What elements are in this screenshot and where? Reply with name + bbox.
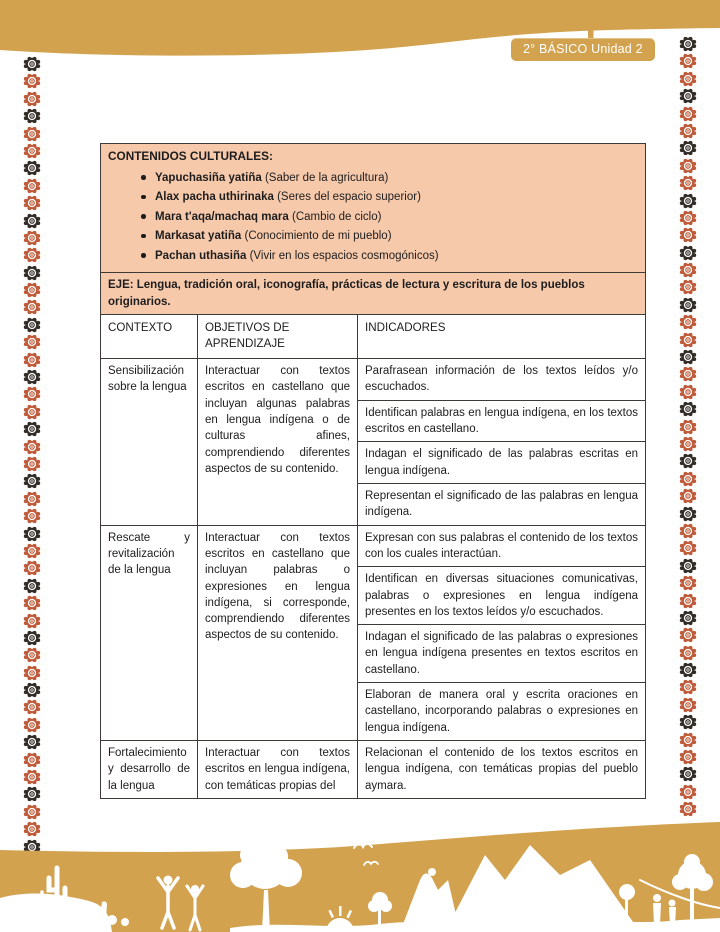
cultural-contents-box [101,144,646,273]
gear-ornament-icon [22,317,42,333]
gear-ornament-icon [678,106,698,122]
gear-ornament-icon [22,473,42,489]
indicator-cell: Identifican palabras en lengua indígena, en los textos escritos en castellano. [358,400,646,442]
indicator-cell: Parafrasean información de los textos leídos y/o escuchados. [358,358,646,400]
ornament-column-right [678,36,698,819]
gear-ornament-icon [678,558,698,574]
header-contexto: CONTEXTO [101,314,198,358]
gear-ornament-icon [678,697,698,713]
cultural-item: Mara t'aqa/machaq mara (Cambio de ciclo) [140,210,638,226]
gear-ornament-icon [678,297,698,313]
bullet-icon [141,234,146,239]
gear-ornament-icon [22,352,42,368]
gear-ornament-icon [22,560,42,576]
indicator-cell: Expresan con sus palabras el contenido de los textos con los cuales interactúan. [358,525,646,567]
objective-cell-3: Interactuar con textos escritos en lengua indígena, con temáticas propias del [198,741,358,799]
gear-ornament-icon [22,543,42,559]
gear-ornament-icon [678,453,698,469]
gear-ornament-icon [22,786,42,802]
gear-ornament-icon [678,158,698,174]
context-cell-1: Sensibilización sobre la lengua [101,358,198,525]
page-content [100,143,645,799]
figure-head [191,885,199,893]
gear-ornament-icon [678,384,698,400]
gear-ornament-icon [22,630,42,646]
gear-ornament-icon [22,439,42,455]
gear-ornament-icon [22,526,42,542]
cultural-contents-list [140,171,638,265]
gear-ornament-icon [22,230,42,246]
gear-ornament-icon [22,143,42,159]
indicator-cell: Indagan el significado de las palabras o expresiones en lengua indígena presentes en textos escritos en castellano. [358,625,646,683]
cultural-item: Markasat yatiña (Conocimiento de mi pueblo) [140,229,638,245]
gear-ornament-icon [678,732,698,748]
page-badge: 2° BÁSICO Unidad 2 [511,38,655,61]
gear-ornament-icon [678,575,698,591]
gear-ornament-icon [22,578,42,594]
gear-ornament-icon [22,213,42,229]
gear-ornament-icon [22,195,42,211]
cultural-item: Alax pacha uthirinaka (Seres del espacio superior) [140,190,638,206]
gear-ornament-icon [22,265,42,281]
gear-ornament-icon [22,421,42,437]
gear-ornament-icon [678,679,698,695]
gear-ornament-icon [22,699,42,715]
gear-ornament-icon [678,471,698,487]
gear-ornament-icon [678,540,698,556]
bullet-icon [141,175,146,180]
gear-ornament-icon [678,279,698,295]
gear-ornament-icon [678,262,698,278]
gear-ornament-icon [678,610,698,626]
gear-ornament-icon [678,193,698,209]
gear-ornament-icon [678,366,698,382]
cultural-item: Pachan uthasiña (Vivir en los espacios cosmogónicos) [140,249,638,265]
gear-ornament-icon [678,419,698,435]
indicator-cell: Representan el significado de las palabras en lengua indígena. [358,483,646,525]
gear-ornament-icon [678,210,698,226]
gear-ornament-icon [22,647,42,663]
header-objetivos: OBJETIVOS DE APRENDIZAJE [198,314,358,358]
gear-ornament-icon [22,369,42,385]
gear-ornament-icon [22,734,42,750]
gear-ornament-icon [22,665,42,681]
gear-ornament-icon [678,662,698,678]
objective-cell-1: Interactuar con textos escritos en castellano que incluyan algunas palabras en lengua indígena o de culturas afines, comprendiendo diferentes aspectos de su contenido. [198,358,358,525]
gear-ornament-icon [678,175,698,191]
gear-ornament-icon [22,178,42,194]
cultural-item: Yapuchasiña yatiña (Saber de la agricultura) [140,171,638,187]
gear-ornament-icon [22,91,42,107]
gear-ornament-icon [22,386,42,402]
gear-ornament-icon [678,714,698,730]
gear-ornament-icon [678,784,698,800]
gear-ornament-icon [22,73,42,89]
bullet-icon [141,214,146,219]
cultural-contents-title: CONTENIDOS CULTURALES: [108,149,273,163]
gear-ornament-icon [22,126,42,142]
gear-ornament-icon [678,593,698,609]
gear-ornament-icon [678,506,698,522]
gear-ornament-icon [678,436,698,452]
gear-ornament-icon [678,627,698,643]
gear-ornament-icon [22,717,42,733]
gear-ornament-icon [678,749,698,765]
indicator-cell: Identifican en diversas situaciones comunicativas, palabras o expresiones en lengua indígena presentes en los textos leídos y/o escuchados. [358,567,646,625]
gear-ornament-icon [678,801,698,817]
eje-row: EJE: Lengua, tradición oral, iconografía, prácticas de lectura y escritura de los pueblos originarios. [101,273,646,315]
gear-ornament-icon [22,752,42,768]
gear-ornament-icon [678,645,698,661]
gear-ornament-icon [22,456,42,472]
context-cell-3: Fortalecimiento y desarrollo de la lengua [101,741,198,799]
gear-ornament-icon [678,314,698,330]
gear-ornament-icon [678,401,698,417]
bullet-icon [141,195,146,200]
gear-ornament-icon [22,508,42,524]
ornament-column-left [22,56,42,856]
curriculum-table [100,143,646,799]
gear-ornament-icon [22,613,42,629]
gear-ornament-icon [22,160,42,176]
context-cell-2: Rescate y revitalización de la lengua [101,525,198,741]
indicator-cell: Relacionan el contenido de los textos escritos en lengua indígena, con temáticas propias del pueblo aymara. [358,741,646,799]
gear-ornament-icon [22,334,42,350]
gear-ornament-icon [22,804,42,820]
gear-ornament-icon [678,766,698,782]
gear-ornament-icon [22,595,42,611]
indicator-cell: Indagan el significado de las palabras escritas en lengua indígena. [358,442,646,484]
indicator-cell: Elaboran de manera oral y escrita oraciones en castellano, incorporando palabras o expresiones en lengua indígena. [358,683,646,741]
gear-ornament-icon [678,488,698,504]
gear-ornament-icon [22,769,42,785]
gear-ornament-icon [22,282,42,298]
header-indicadores: INDICADORES [358,314,646,358]
gear-ornament-icon [678,123,698,139]
gear-ornament-icon [22,299,42,315]
gear-ornament-icon [678,349,698,365]
gear-ornament-icon [678,88,698,104]
gear-ornament-icon [678,245,698,261]
gear-ornament-icon [678,523,698,539]
bottom-landscape-band [0,820,720,932]
gear-ornament-icon [22,682,42,698]
gear-ornament-icon [22,491,42,507]
gear-ornament-icon [22,404,42,420]
gear-ornament-icon [678,227,698,243]
gear-ornament-icon [678,71,698,87]
objective-cell-2: Interactuar con textos escritos en castellano que incluyan palabras o expresiones en lengua indígena, si corresponde, comprendiendo diferentes aspectos de su contenido. [198,525,358,741]
figure-head [164,876,173,885]
gear-ornament-icon [22,247,42,263]
gear-ornament-icon [678,140,698,156]
bullet-icon [141,253,146,258]
gear-ornament-icon [22,108,42,124]
gear-ornament-icon [678,332,698,348]
